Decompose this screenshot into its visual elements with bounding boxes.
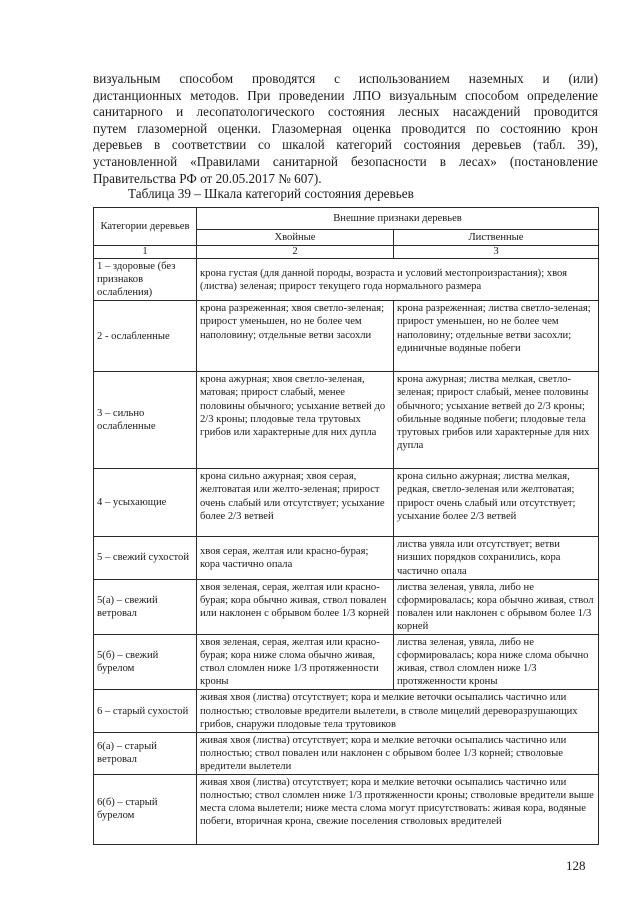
table-row bbox=[94, 372, 599, 469]
conifers-cell: хвоя серая, желтая или красно-бурая; кора частично опала bbox=[197, 537, 394, 579]
conifers-cell: крона сильно ажурная; хвоя серая, желтоватая или желто-зеленая; прирост очень слабый или отсутствует; усыхание более 2/3 ветвей bbox=[197, 469, 394, 537]
table-caption: Таблица 39 – Шкала категорий состояния деревьев bbox=[128, 186, 414, 201]
header-deciduous: Лиственные bbox=[394, 230, 599, 246]
column-number: 3 bbox=[394, 246, 599, 259]
table-row bbox=[94, 635, 599, 690]
paragraph-line: путем глазомерной оценки. Глазомерная оценка проводится по состоянию крон bbox=[93, 120, 598, 136]
signs-merged-cell: живая хвоя (листва) отсутствует; кора и мелкие веточки осыпались частично или полностью; ствол сломлен ниже 1/3 протяженности кроны; стволовые вредители выше места слома вылетели; ниже места слома могут присутствовать: живая кора, водяные побеги, вторичная крона, свежие поселения стволовых вредителей bbox=[197, 774, 599, 844]
category-cell: 6 – старый сухостой bbox=[94, 690, 197, 732]
deciduous-cell: крона сильно ажурная; листва мелкая, редкая, светло-зеленая или желтоватая; прирост очень слабый или отсутствует; усыхание более 2/3 ветвей bbox=[394, 469, 599, 537]
deciduous-cell: крона ажурная; листва мелкая, светло-зеленая; прирост слабый, менее половины обычного; усыхание ветвей до 2/3 кроны; обильные водяные побеги; плодовые тела трутовых грибов или характерные для них дупла bbox=[394, 372, 599, 469]
table-row bbox=[94, 469, 599, 537]
table-row bbox=[94, 732, 599, 774]
header-external-signs: Внешние признаки деревьев bbox=[197, 208, 599, 230]
signs-merged-cell: крона густая (для данной породы, возраста и условий местопроизрастания); хвоя (листва) зеленая; прирост текущего года нормального размера bbox=[197, 259, 599, 301]
deciduous-cell: листва зеленая, увяла, либо не сформировалась; кора обычно живая, ствол повален или наклонен с обрывом более 1/3 корней bbox=[394, 579, 599, 634]
intro-paragraph bbox=[93, 71, 598, 187]
signs-merged-cell: живая хвоя (листва) отсутствует; кора и мелкие веточки осыпались частично или полностью; стволовые вредители вылетели, в стволе мицелий дереворазрушающих грибов, снаружи плодовые тела трутовиков bbox=[197, 690, 599, 732]
category-cell: 5(а) – свежий ветровал bbox=[94, 579, 197, 634]
deciduous-cell: листва зеленая, увяла, либо не сформировалась; кора ниже слома обычно живая, ствол сломлен ниже 1/3 протяженности кроны bbox=[394, 635, 599, 690]
table-number-row bbox=[94, 246, 599, 259]
paragraph-line: Правительства РФ от 20.05.2017 № 607). bbox=[93, 170, 322, 186]
header-category: Категории деревьев bbox=[94, 208, 197, 246]
column-number: 2 bbox=[197, 246, 394, 259]
table-row bbox=[94, 579, 599, 634]
paragraph-line: деревьев в соответствии со шкалой категорий состояния деревьев (табл. 39), bbox=[93, 137, 598, 153]
category-cell: 6(б) – старый бурелом bbox=[94, 774, 197, 844]
category-cell: 1 – здоровые (без признаков ослабления) bbox=[94, 259, 197, 301]
paragraph-line: визуальным способом проводятся с использованием наземных и (или) bbox=[93, 71, 598, 86]
paragraph-line: дистанционных методов. При проведении ЛПО визуальным способом определение bbox=[93, 87, 598, 103]
category-cell: 5(б) – свежий бурелом bbox=[94, 635, 197, 690]
column-number: 1 bbox=[94, 246, 197, 259]
table-row bbox=[94, 259, 599, 301]
table-row bbox=[94, 774, 599, 844]
signs-merged-cell: живая хвоя (листва) отсутствует; кора и мелкие веточки осыпались частично или полностью; ствол повален или наклонен с обрывом более 1/3 корней; стволовые вредители вылетели bbox=[197, 732, 599, 774]
paragraph-line: установленной «Правилами санитарной безопасности в лесах» (постановление bbox=[93, 153, 598, 169]
page-number: 128 bbox=[566, 858, 586, 873]
category-cell: 3 – сильно ослабленные bbox=[94, 372, 197, 469]
deciduous-cell: крона разреженная; листва светло-зеленая; прирост уменьшен, но не более чем наполовину; отдельные ветви засохли; единичные водяные побеги bbox=[394, 301, 599, 372]
tree-condition-table bbox=[93, 207, 599, 845]
table-row bbox=[94, 537, 599, 579]
category-cell: 6(а) – старый ветровал bbox=[94, 732, 197, 774]
table-header-row bbox=[94, 208, 599, 230]
table-row bbox=[94, 301, 599, 372]
conifers-cell: крона разреженная; хвоя светло-зеленая; прирост уменьшен, но не более чем наполовину; отдельные ветви засохли bbox=[197, 301, 394, 372]
category-cell: 4 – усыхающие bbox=[94, 469, 197, 537]
conifers-cell: хвоя зеленая, серая, желтая или красно-бурая; кора обычно живая, ствол повален или наклонен с обрывом более 1/3 корней bbox=[197, 579, 394, 634]
conifers-cell: хвоя зеленая, серая, желтая или красно-бурая; кора ниже слома обычно живая, ствол сломлен ниже 1/3 протяженности кроны bbox=[197, 635, 394, 690]
deciduous-cell: листва увяла или отсутствует; ветви низших порядков сохранились, кора частично опала bbox=[394, 537, 599, 579]
header-conifers: Хвойные bbox=[197, 230, 394, 246]
conifers-cell: крона ажурная; хвоя светло-зеленая, матовая; прирост слабый, менее половины обычного; усыхание ветвей до 2/3 кроны; плодовые тела трутовых грибов или характерные для них дупла bbox=[197, 372, 394, 469]
category-cell: 5 – свежий сухостой bbox=[94, 537, 197, 579]
table-row bbox=[94, 690, 599, 732]
paragraph-line: санитарного и лесопатологического состояния лесных насаждений проводится bbox=[93, 104, 598, 120]
category-cell: 2 - ослабленные bbox=[94, 301, 197, 372]
